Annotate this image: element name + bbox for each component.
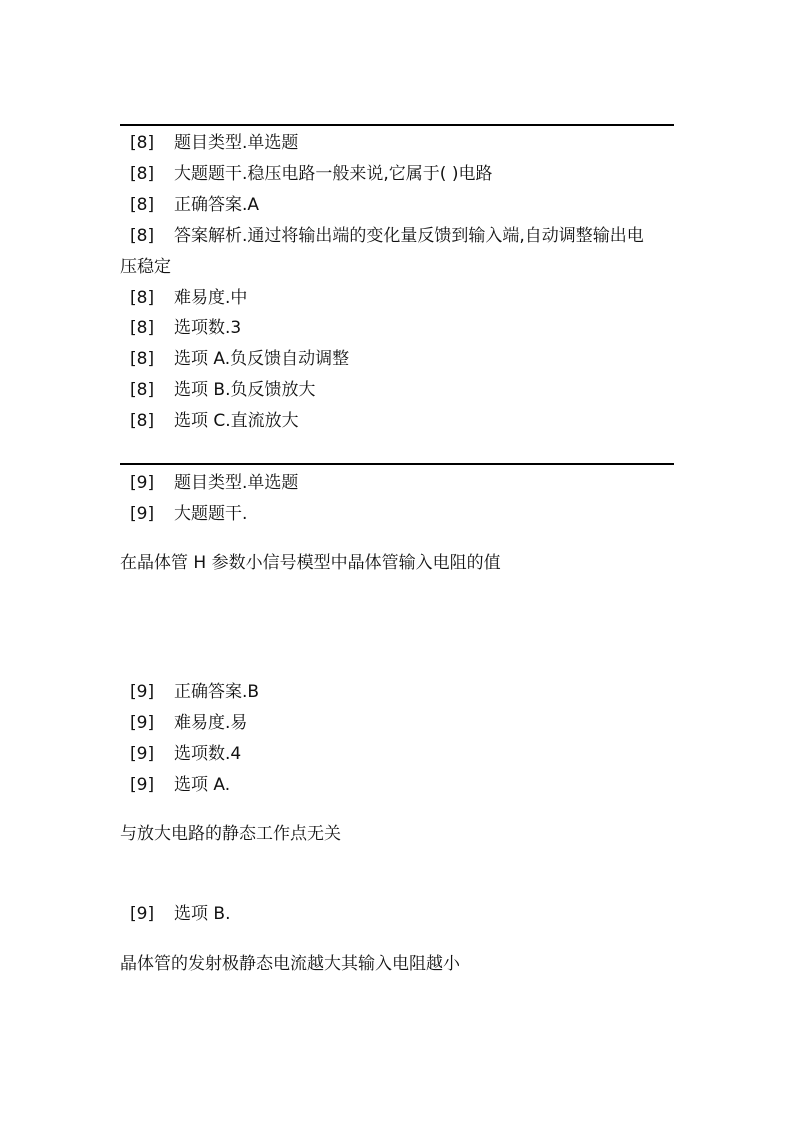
question-number: [8] (130, 349, 155, 369)
option-a: 选项 A.负反馈自动调整 (174, 349, 350, 369)
question-divider (120, 124, 674, 126)
option-a: 选项 A. (174, 775, 231, 795)
question-number: [8] (130, 288, 155, 308)
question-number: [8] (130, 380, 155, 400)
question-number: [9] (130, 775, 155, 795)
question-number: [8] (130, 411, 155, 431)
question-stem-body: 在晶体管 H 参数小信号模型中晶体管输入电阻的值 (120, 553, 501, 573)
option-b: 选项 B.负反馈放大 (174, 380, 316, 400)
question-number: [9] (130, 744, 155, 764)
question-type: 题目类型.单选题 (174, 473, 299, 493)
question-number: [9] (130, 473, 155, 493)
question-number: [9] (130, 904, 155, 924)
question-stem: 大题题干.稳压电路一般来说,它属于( )电路 (174, 164, 493, 184)
question-number: [9] (130, 682, 155, 702)
correct-answer: 正确答案.B (174, 682, 260, 702)
difficulty: 难易度.易 (174, 713, 248, 733)
correct-answer: 正确答案.A (174, 195, 260, 215)
question-divider (120, 463, 674, 465)
option-b-body: 晶体管的发射极静态电流越大其输入电阻越小 (120, 954, 460, 974)
option-c: 选项 C.直流放大 (174, 411, 299, 431)
question-number: [8] (130, 226, 155, 246)
difficulty: 难易度.中 (174, 288, 248, 308)
question-stem: 大题题干. (174, 504, 248, 524)
option-count: 选项数.3 (174, 318, 242, 338)
question-type: 题目类型.单选题 (174, 133, 299, 153)
question-number: [9] (130, 504, 155, 524)
question-number: [8] (130, 133, 155, 153)
answer-analysis: 答案解析.通过将输出端的变化量反馈到输入端,自动调整输出电 (174, 226, 644, 246)
question-number: [8] (130, 318, 155, 338)
question-number: [8] (130, 164, 155, 184)
question-number: [9] (130, 713, 155, 733)
question-number: [8] (130, 195, 155, 215)
answer-analysis-continued: 压稳定 (120, 257, 171, 277)
option-b: 选项 B. (174, 904, 231, 924)
option-count: 选项数.4 (174, 744, 242, 764)
option-a-body: 与放大电路的静态工作点无关 (120, 824, 341, 844)
